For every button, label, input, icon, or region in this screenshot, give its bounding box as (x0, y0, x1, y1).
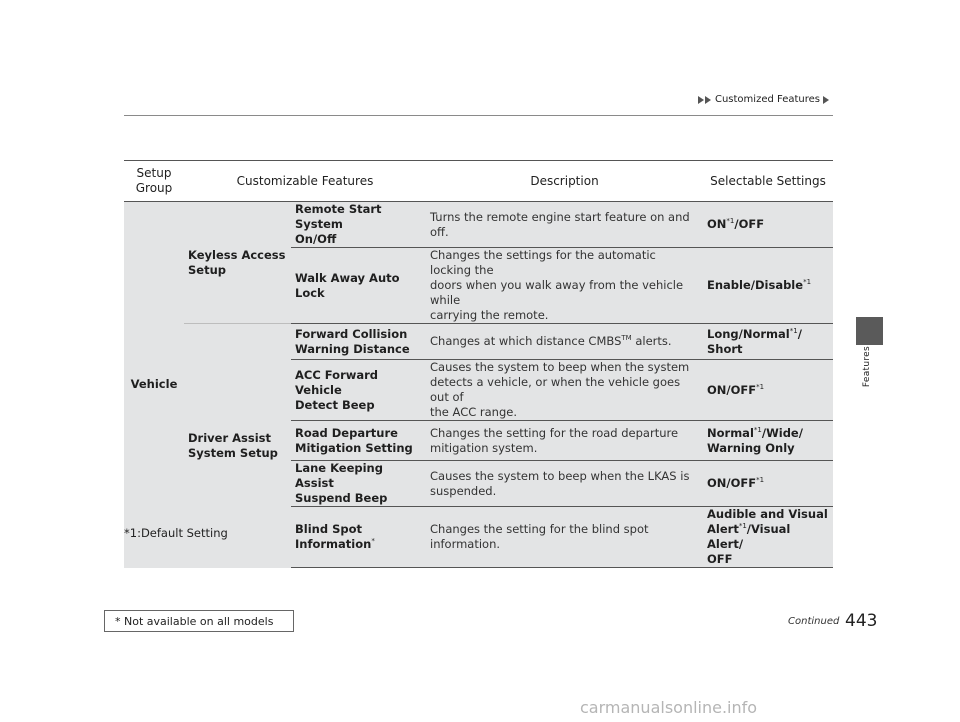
feature-settings: Enable/Disable$^{*1}$ (703, 248, 833, 324)
breadcrumb-label: Customized Features (714, 94, 820, 105)
availability-note: * Not available on all models (104, 610, 294, 632)
table-row (124, 202, 833, 248)
feature-description: Changes the setting for the blind spot information. (426, 507, 703, 568)
feature-name: ACC Forward Vehicle Detect Beep (291, 360, 426, 421)
feature-description: Changes the settings for the automatic locking the doors when you walk away from the vehicle while carrying the remote. (426, 248, 703, 324)
feature-name: Blind Spot Information* (291, 507, 426, 568)
subgroup-driver-assist: Driver Assist System Setup (184, 324, 291, 568)
arrow-right-icon (705, 96, 711, 104)
continued-label: Continued (788, 616, 840, 627)
default-setting-footnote: *1:Default Setting (124, 526, 228, 540)
subgroup-keyless-access: Keyless Access Setup (184, 202, 291, 324)
section-tab-label: Features (862, 346, 872, 388)
feature-settings: ON$^{*1}$/OFF (703, 202, 833, 248)
header-description: Description (426, 161, 703, 202)
feature-description: Changes the setting for the road departure mitigation system. (426, 421, 703, 461)
group-cell-vehicle: Vehicle (124, 202, 184, 568)
feature-settings: ON/OFF$^{*1}$ (703, 461, 833, 507)
feature-settings: Normal$^{*1}$/Wide/ Warning Only (703, 421, 833, 461)
feature-name: Remote Start System On/Off (291, 202, 426, 248)
arrow-right-icon (698, 96, 704, 104)
watermark: carmanualsonline.info (580, 698, 758, 717)
arrow-right-icon (823, 96, 829, 104)
feature-description: Turns the remote engine start feature on and off. (426, 202, 703, 248)
feature-settings: Audible and Visual Alert$^{*1}$/Visual Alert/ OFF (703, 507, 833, 568)
header-setup-group: Setup Group (124, 161, 184, 202)
table-row (124, 324, 833, 360)
feature-description: Causes the system to beep when the LKAS is suspended. (426, 461, 703, 507)
section-tab-marker (856, 317, 883, 345)
table-header-row (124, 161, 833, 202)
feature-settings: Long/Normal$^{*1}$/ Short (703, 324, 833, 360)
feature-description: Changes at which distance CMBS™ alerts. (426, 324, 703, 360)
customizable-features-table (124, 160, 833, 568)
feature-name: Lane Keeping Assist Suspend Beep (291, 461, 426, 507)
feature-name: Walk Away Auto Lock (291, 248, 426, 324)
header-selectable-settings: Selectable Settings (703, 161, 833, 202)
header-customizable-features: Customizable Features (184, 161, 426, 202)
breadcrumb (698, 94, 830, 105)
header-rule (124, 115, 833, 116)
page-number: 443 (845, 611, 878, 631)
feature-settings: ON/OFF$^{*1}$ (703, 360, 833, 421)
feature-description: Causes the system to beep when the system detects a vehicle, or when the vehicle goes out of the ACC range. (426, 360, 703, 421)
feature-name: Forward Collision Warning Distance (291, 324, 426, 360)
feature-name: Road Departure Mitigation Setting (291, 421, 426, 461)
